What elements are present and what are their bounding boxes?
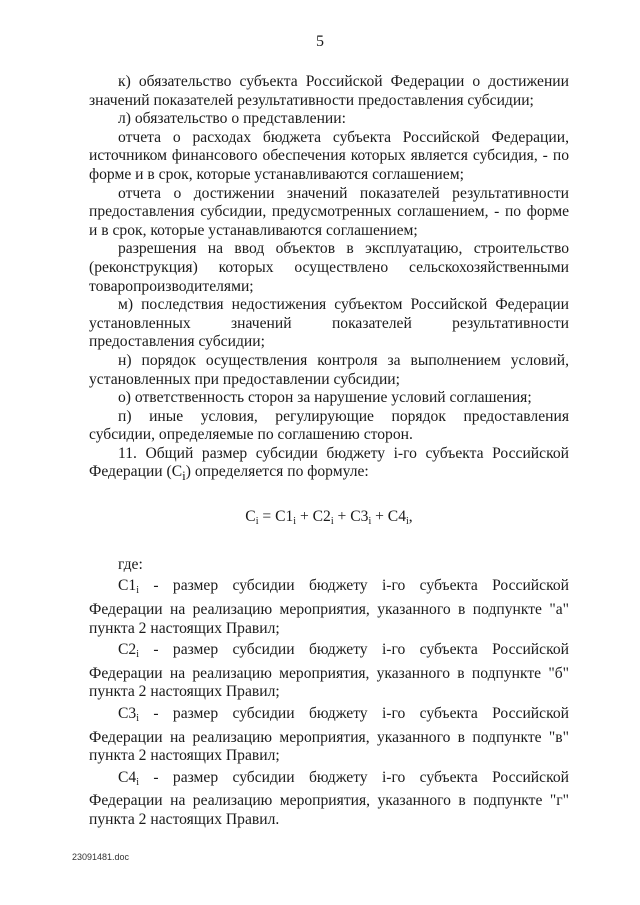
paragraph-permits: разрешения на ввод объектов в эксплуатацию, строительство (реконструкция) которых осуществлено сельскохозяйственными товаропроизводителями; (89, 240, 569, 295)
paragraph-l: л) обязательство о представлении: (118, 110, 346, 128)
definition-c3: $C3_i$ - размер субсидии бюджету i-го субъекта Российской Федерации на реализацию мероприятия, указанного в подпункте "в" пункта 2 настоящих Правил; (89, 704, 569, 765)
paragraph-11: 11. Общий размер субсидии бюджету i-го субъекта Российской Федерации $(C_i)$ определяется по формуле: (89, 444, 569, 484)
paragraph-n: н) порядок осуществления контроля за выполнением условий, установленных при предоставлении субсидии; (89, 351, 569, 388)
definition-c1: $C1_i$ - размер субсидии бюджету i-го субъекта Российской Федерации на реализацию мероприятия, указанного в подпункте "а" пункта 2 настоящих Правил; (89, 577, 569, 637)
where-label: где: (118, 555, 143, 573)
formula: $C_i = C1_i + C2_i + C3_i + C4_i$, (245, 508, 413, 528)
page-number: 5 (316, 33, 324, 50)
paragraph-report-indicators: отчета о достижении значений показателей результативности предоставления субсидии, предусмотренных соглашением, - по форме и в срок, которые устанавливаются соглашением; (89, 184, 569, 239)
paragraph-m: м) последствия недостижения субъектом Российской Федерации установленных значений показателей результативности предоставления субсидии; (89, 296, 569, 351)
definition-c2: $C2_i$ - размер субсидии бюджету i-го субъекта Российской Федерации на реализацию мероприятия, указанного в подпункте "б" пункта 2 настоящих Правил; (89, 641, 569, 701)
paragraph-report-expenses: отчета о расходах бюджета субъекта Российской Федерации, источником финансового обеспечения которых является субсидия, - по форме и в срок, которые устанавливаются соглашением; (89, 128, 569, 183)
definition-c4: $C4_i$ - размер субсидии бюджету i-го субъекта Российской Федерации на реализацию мероприятия, указанного в подпункте "г" пункта 2 настоящих Правил. (89, 768, 569, 828)
paragraph-o: о) ответственность сторон за нарушение условий соглашения; (118, 389, 532, 407)
document-body (89, 73, 569, 829)
paragraph-k: к) обязательство субъекта Российской Федерации о достижении значений показателей результативности предоставления субсидии; (89, 73, 569, 109)
footer-filename: 23091481.doc (72, 852, 130, 862)
paragraph-p: п) иные условия, регулирующие порядок предоставления субсидии, определяемые по соглашению сторон. (89, 407, 569, 444)
